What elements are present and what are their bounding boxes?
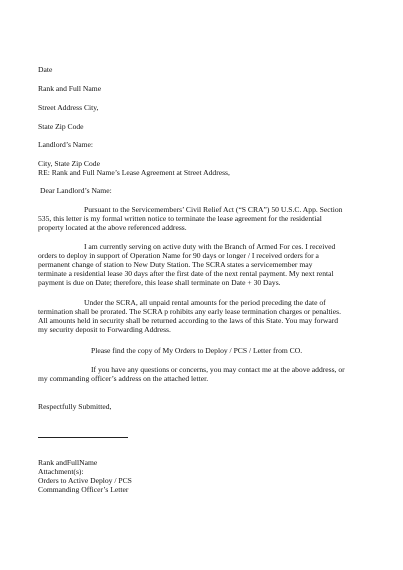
signature-line	[38, 437, 128, 438]
sender-street-address: Street Address City,	[38, 103, 99, 112]
sender-rank-name: Rank and Full Name	[38, 84, 102, 93]
body-p2-line2: orders to deploy in support of Operation Name for 90 days or longer / I received orders for a	[38, 251, 319, 260]
body-p2-line5: payment is due on Date; therefore, this lease shall terminate on Date + 30 Days.	[38, 278, 281, 287]
closing: Respectfully Submitted,	[38, 402, 112, 411]
signer-rank-name: Rank andFullName	[38, 458, 98, 467]
subject-line: RE: Rank and Full Name’s Lease Agreement at Street Address,	[38, 168, 230, 177]
body-p5-line1: If you have any questions or concerns, you may contact me at the above address, or	[91, 365, 345, 374]
body-p1-line3: property located at the above referenced address.	[38, 223, 187, 232]
body-p1-line2: 535, this letter is my formal written notice to terminate the lease agreement for the residential	[38, 214, 322, 223]
salutation: Dear Landlord’s Name:	[40, 186, 112, 195]
body-p3-line3: All amounts held in security shall be returned according to the laws of this State. You may forward	[38, 316, 339, 325]
body-p2-line1: I am currently serving on active duty with the Branch of Armed For ces. I received	[84, 242, 336, 251]
body-p1-line1: Pursuant to the Servicemembers’ Civil Relief Act (“S CRA”) 50 U.S.C. App. Section	[84, 205, 343, 214]
body-p3-line2: termination shall be prorated. The SCRA p rohibits any early lease termination charges or penalties.	[38, 307, 341, 316]
body-p4-line1: Please find the copy of My Orders to Deploy / PCS / Letter from CO.	[91, 346, 303, 355]
landlord-name: Landlord’s Name:	[38, 140, 94, 149]
body-p5-line2: my commanding officer’s address on the attached letter.	[38, 374, 209, 383]
attachment-co-letter: Commanding Officer’s Letter	[38, 485, 129, 494]
body-p3-line4: my security deposit to Forwarding Address.	[38, 325, 171, 334]
body-p2-line4: terminate a residential lease 30 days after the first date of the next rental payment. My next rental	[38, 269, 334, 278]
attachment-orders: Orders to Active Deploy / PCS	[38, 476, 132, 485]
body-p2-line3: permanent change of station to New Duty Station. The SCRA states a servicemember may	[38, 260, 313, 269]
landlord-city-state-zip: City, State Zip Code	[38, 159, 100, 168]
sender-state-zip: State Zip Code	[38, 122, 84, 131]
date-line: Date	[38, 65, 53, 74]
attachments-label: Attachment(s):	[38, 467, 84, 476]
body-p3-line1: Under the SCRA, all unpaid rental amounts for the period preceding the date of	[84, 298, 326, 307]
